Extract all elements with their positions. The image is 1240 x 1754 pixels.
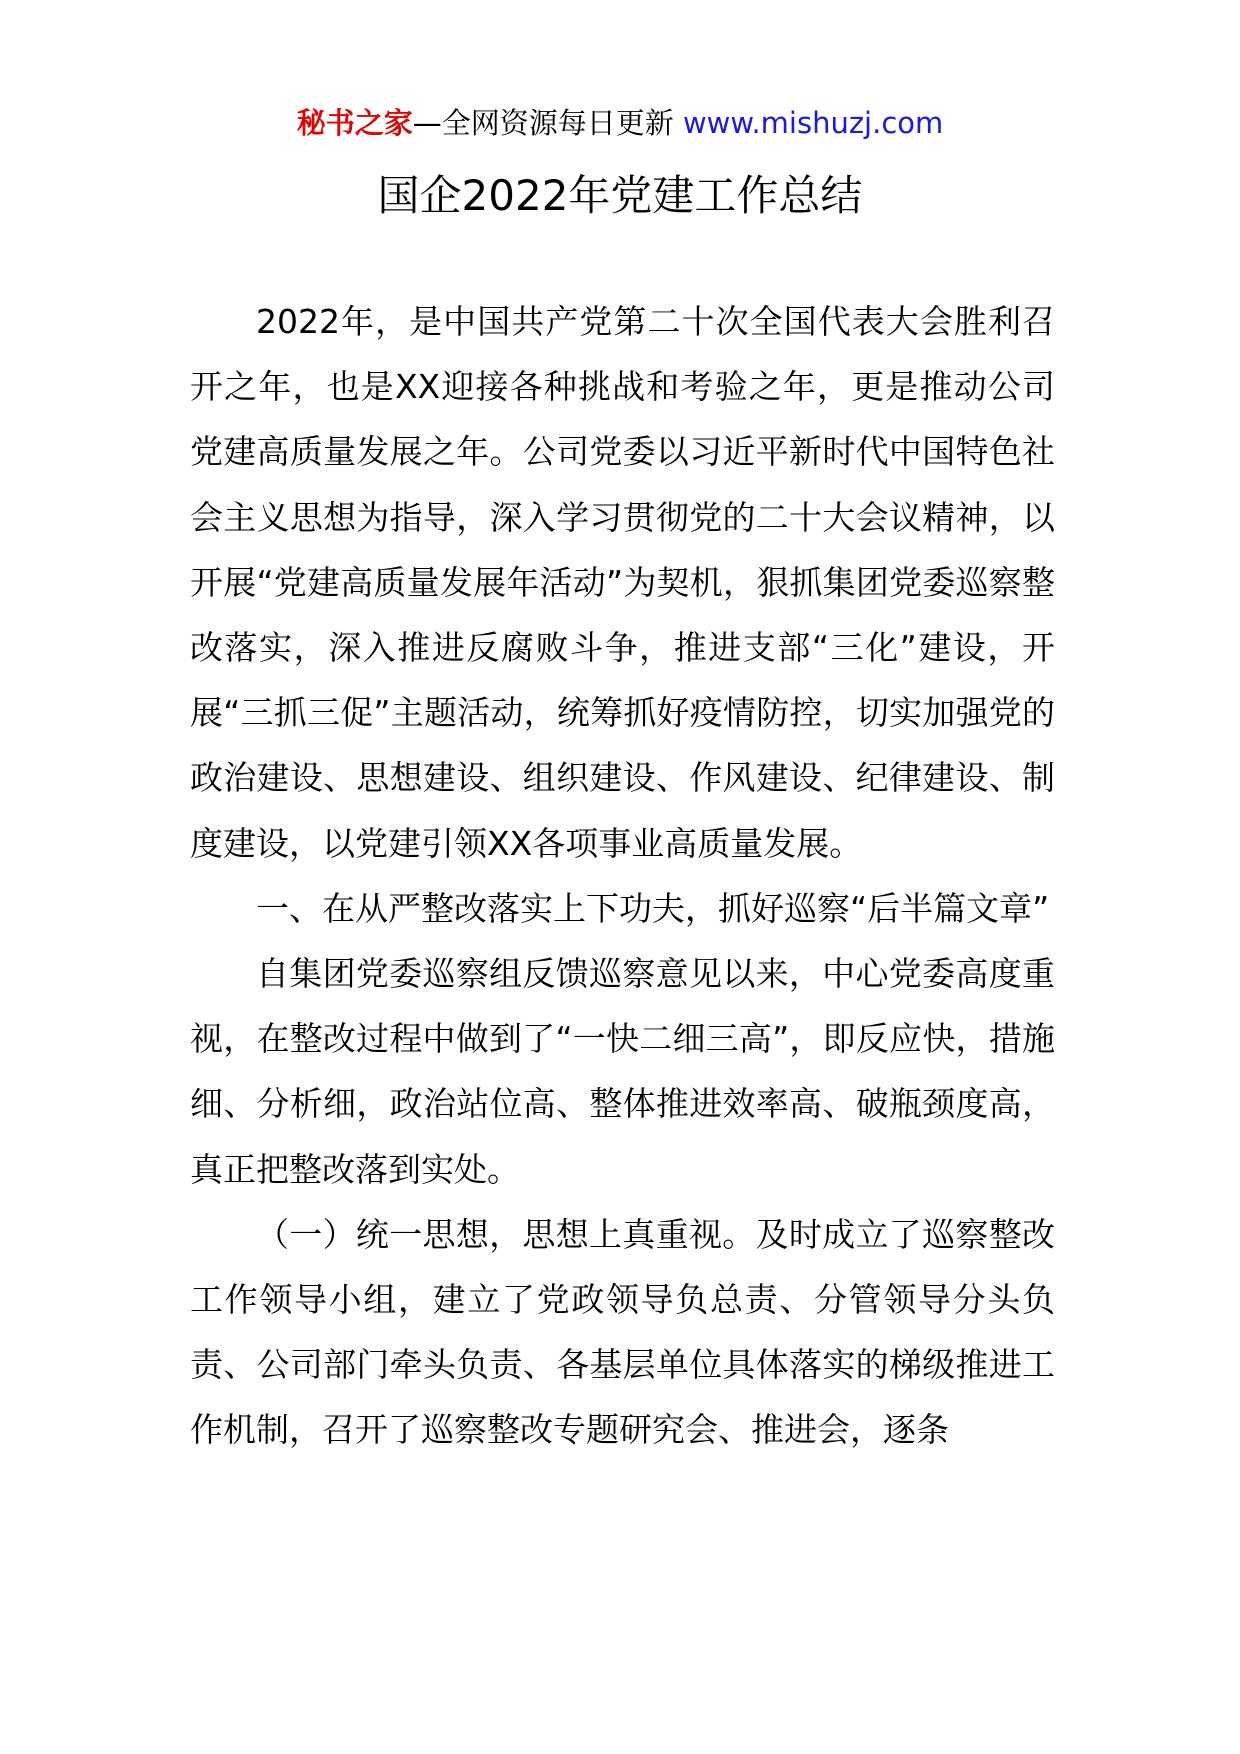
site-brand: 秘书之家 — [296, 106, 413, 140]
section-heading: 一、在从严整改落实上下功夫，抓好巡察“后半篇文章” — [256, 888, 1050, 928]
site-url-link[interactable]: www.mishuzj.com — [682, 106, 944, 140]
site-tagline: —全网资源每日更新 — [412, 106, 683, 140]
section-paragraph: 自集团党委巡察组反馈巡察意见以来，中心党委高度重视，在整改过程中做到了“一快二细三高”，即反应快，措施细、分析细，政治站位高、整体推进效率高、破瓶颈度高，真正把整改落到实处。 — [190, 954, 1055, 1189]
intro-paragraph: 2022年，是中国共产党第二十次全国代表大会胜利召开之年，也是XX迎接各种挑战和考验之年，更是推动公司党建高质量发展之年。公司党委以习近平新时代中国特色社会主义思想为指导，深入学习贯彻党的二十大会议精神，以开展“党建高质量发展年活动”为契机，狠抓集团党委巡察整改落实，深入推进反腐败斗争，推进支部“三化”建设，开展“三抓三促”主题活动，统筹抓好疫情防控，切实加强党的政治建设、思想建设、组织建设、作风建设、纪律建设、制度建设，以党建引领XX各项事业高质量发展。 — [190, 302, 1055, 863]
document-body — [190, 289, 1055, 1463]
document-title: 国企2022年党建工作总结 — [377, 171, 863, 220]
subsection-paragraph: （一）统一思想，思想上真重视。及时成立了巡察整改工作领导小组，建立了党政领导负总责、分管领导分头负责、公司部门牵头负责、各基层单位具体落实的梯级推进工作机制，召开了巡察整改专题研究会、推进会，逐条 — [190, 1214, 1055, 1450]
site-header — [0, 100, 1240, 146]
